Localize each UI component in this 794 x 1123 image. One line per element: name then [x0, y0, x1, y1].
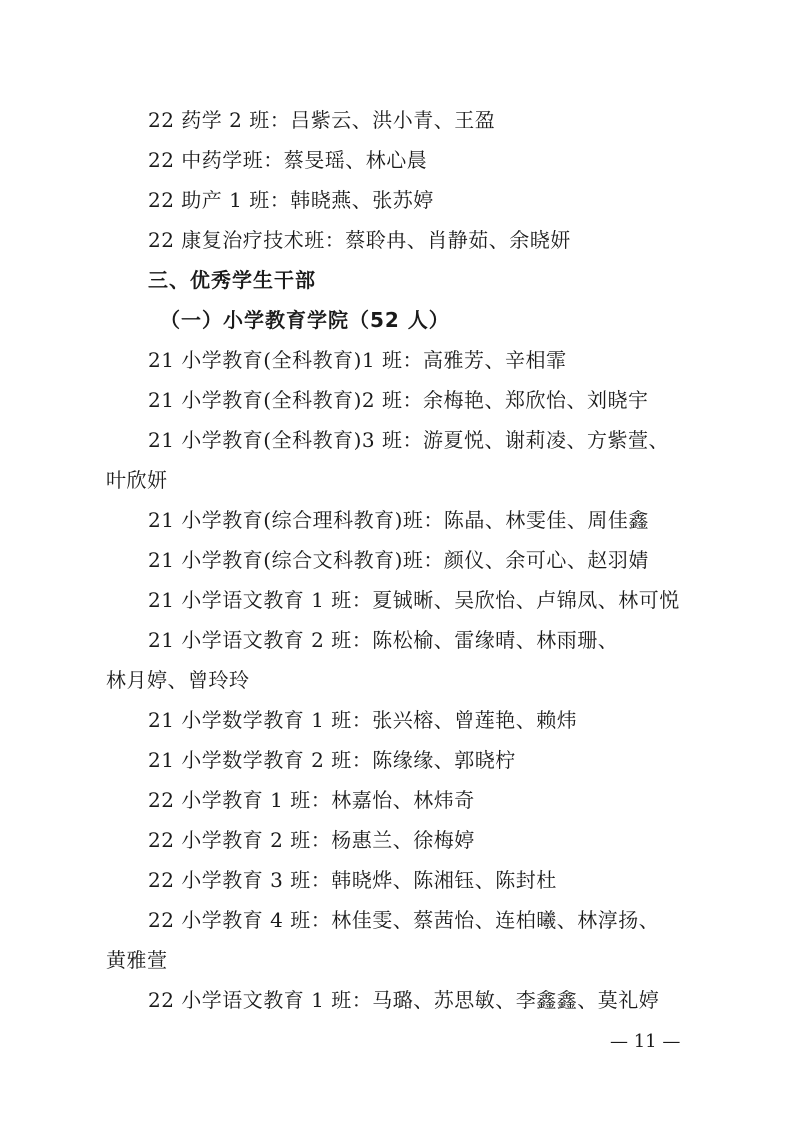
list-item: 22 康复治疗技术班：蔡聆冉、肖静茹、余晓妍 — [148, 228, 571, 252]
list-item: 21 小学教育(全科教育)3 班：游夏悦、谢莉凌、方紫萱、 — [148, 428, 669, 452]
list-item: 22 小学教育 2 班：杨惠兰、徐梅婷 — [148, 828, 475, 852]
list-item: 22 药学 2 班：吕紫云、洪小青、王盈 — [148, 108, 496, 132]
list-item: 21 小学教育(全科教育)2 班：余梅艳、郑欣怡、刘晓宇 — [148, 388, 649, 412]
list-item: 21 小学教育(综合文科教育)班：颜仪、余可心、赵羽婧 — [148, 548, 649, 572]
list-item: 21 小学语文教育 1 班：夏铖晰、吴欣怡、卢锦凤、林可悦 — [148, 588, 680, 612]
list-item: 21 小学数学教育 2 班：陈缘缘、郭晓柠 — [148, 748, 516, 772]
list-item: 21 小学数学教育 1 班：张兴榕、曾莲艳、赖炜 — [148, 708, 578, 732]
list-item-continuation: 叶欣妍 — [106, 468, 168, 492]
list-item: 21 小学教育(全科教育)1 班：高雅芳、辛相霏 — [148, 348, 567, 372]
page-number: — 11 — — [610, 1031, 681, 1052]
list-item-continuation: 林月婷、曾玲玲 — [106, 668, 250, 692]
list-item: 22 小学教育 3 班：韩晓烨、陈湘钰、陈封杜 — [148, 868, 557, 892]
list-item: 21 小学教育(综合理科教育)班：陈晶、林雯佳、周佳鑫 — [148, 508, 649, 532]
section-heading: 三、优秀学生干部 — [148, 268, 316, 292]
list-item: 21 小学语文教育 2 班：陈松榆、雷缘晴、林雨珊、 — [148, 628, 619, 652]
list-item: 22 小学教育 4 班：林佳雯、蔡茜怡、连柏曦、林淳扬、 — [148, 908, 660, 932]
list-item: 22 中药学班：蔡旻瑶、林心晨 — [148, 148, 428, 172]
list-item: 22 助产 1 班：韩晓燕、张苏婷 — [148, 188, 434, 212]
subsection-heading: （一）小学教育学院（52 人） — [160, 308, 450, 332]
list-item: 22 小学教育 1 班：林嘉怡、林炜奇 — [148, 788, 475, 812]
list-item: 22 小学语文教育 1 班：马璐、苏思敏、李鑫鑫、莫礼婷 — [148, 988, 660, 1012]
list-item-continuation: 黄雅萱 — [106, 948, 168, 972]
